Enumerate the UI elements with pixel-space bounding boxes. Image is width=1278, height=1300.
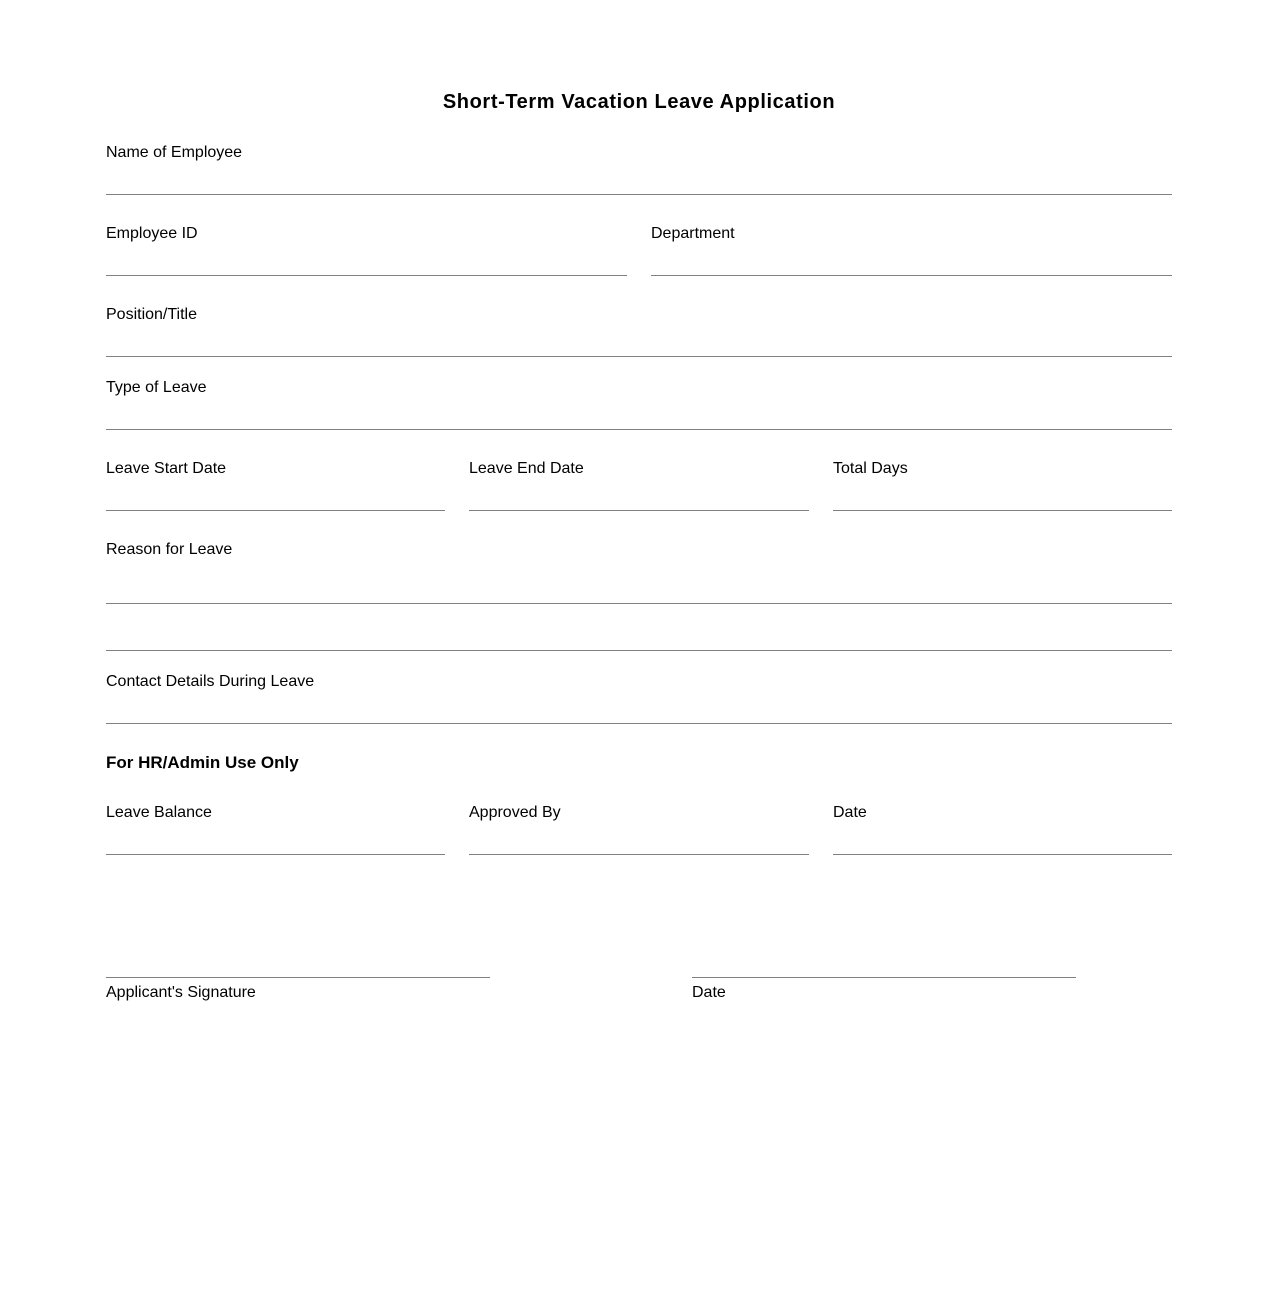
- leave-end-date-label: Leave End Date: [469, 460, 584, 477]
- hr-section-heading: For HR/Admin Use Only: [106, 753, 299, 772]
- employee-name-label: Name of Employee: [106, 144, 243, 161]
- employee-id-field[interactable]: [106, 275, 627, 276]
- leave-end-date-field[interactable]: [469, 510, 809, 511]
- hr-date-label: Date: [833, 804, 867, 821]
- applicant-signature-line[interactable]: [106, 977, 490, 978]
- leave-start-date-field[interactable]: [106, 510, 445, 511]
- hr-date-field[interactable]: [833, 854, 1172, 855]
- form-title: Short-Term Vacation Leave Application: [442, 91, 836, 113]
- department-label: Department: [651, 225, 735, 242]
- leave-start-date-label: Leave Start Date: [106, 460, 227, 477]
- reason-label: Reason for Leave: [106, 541, 233, 558]
- reason-field-line-2[interactable]: [106, 650, 1172, 651]
- reason-field-line-1[interactable]: [106, 603, 1172, 604]
- leave-balance-label: Leave Balance: [106, 804, 212, 821]
- position-title-field[interactable]: [106, 356, 1172, 357]
- position-title-label: Position/Title: [106, 306, 197, 323]
- department-field[interactable]: [651, 275, 1172, 276]
- contact-details-field[interactable]: [106, 723, 1172, 724]
- contact-details-label: Contact Details During Leave: [106, 673, 315, 690]
- leave-balance-field[interactable]: [106, 854, 445, 855]
- applicant-signature-label: Applicant's Signature: [106, 984, 256, 1001]
- employee-name-field[interactable]: [106, 194, 1172, 195]
- approved-by-label: Approved By: [469, 804, 561, 821]
- total-days-label: Total Days: [833, 460, 908, 477]
- signature-date-line[interactable]: [692, 977, 1076, 978]
- signature-date-label: Date: [692, 984, 726, 1001]
- leave-type-field[interactable]: [106, 429, 1172, 430]
- approved-by-field[interactable]: [469, 854, 809, 855]
- employee-id-label: Employee ID: [106, 225, 198, 242]
- total-days-field[interactable]: [833, 510, 1172, 511]
- leave-type-label: Type of Leave: [106, 379, 207, 396]
